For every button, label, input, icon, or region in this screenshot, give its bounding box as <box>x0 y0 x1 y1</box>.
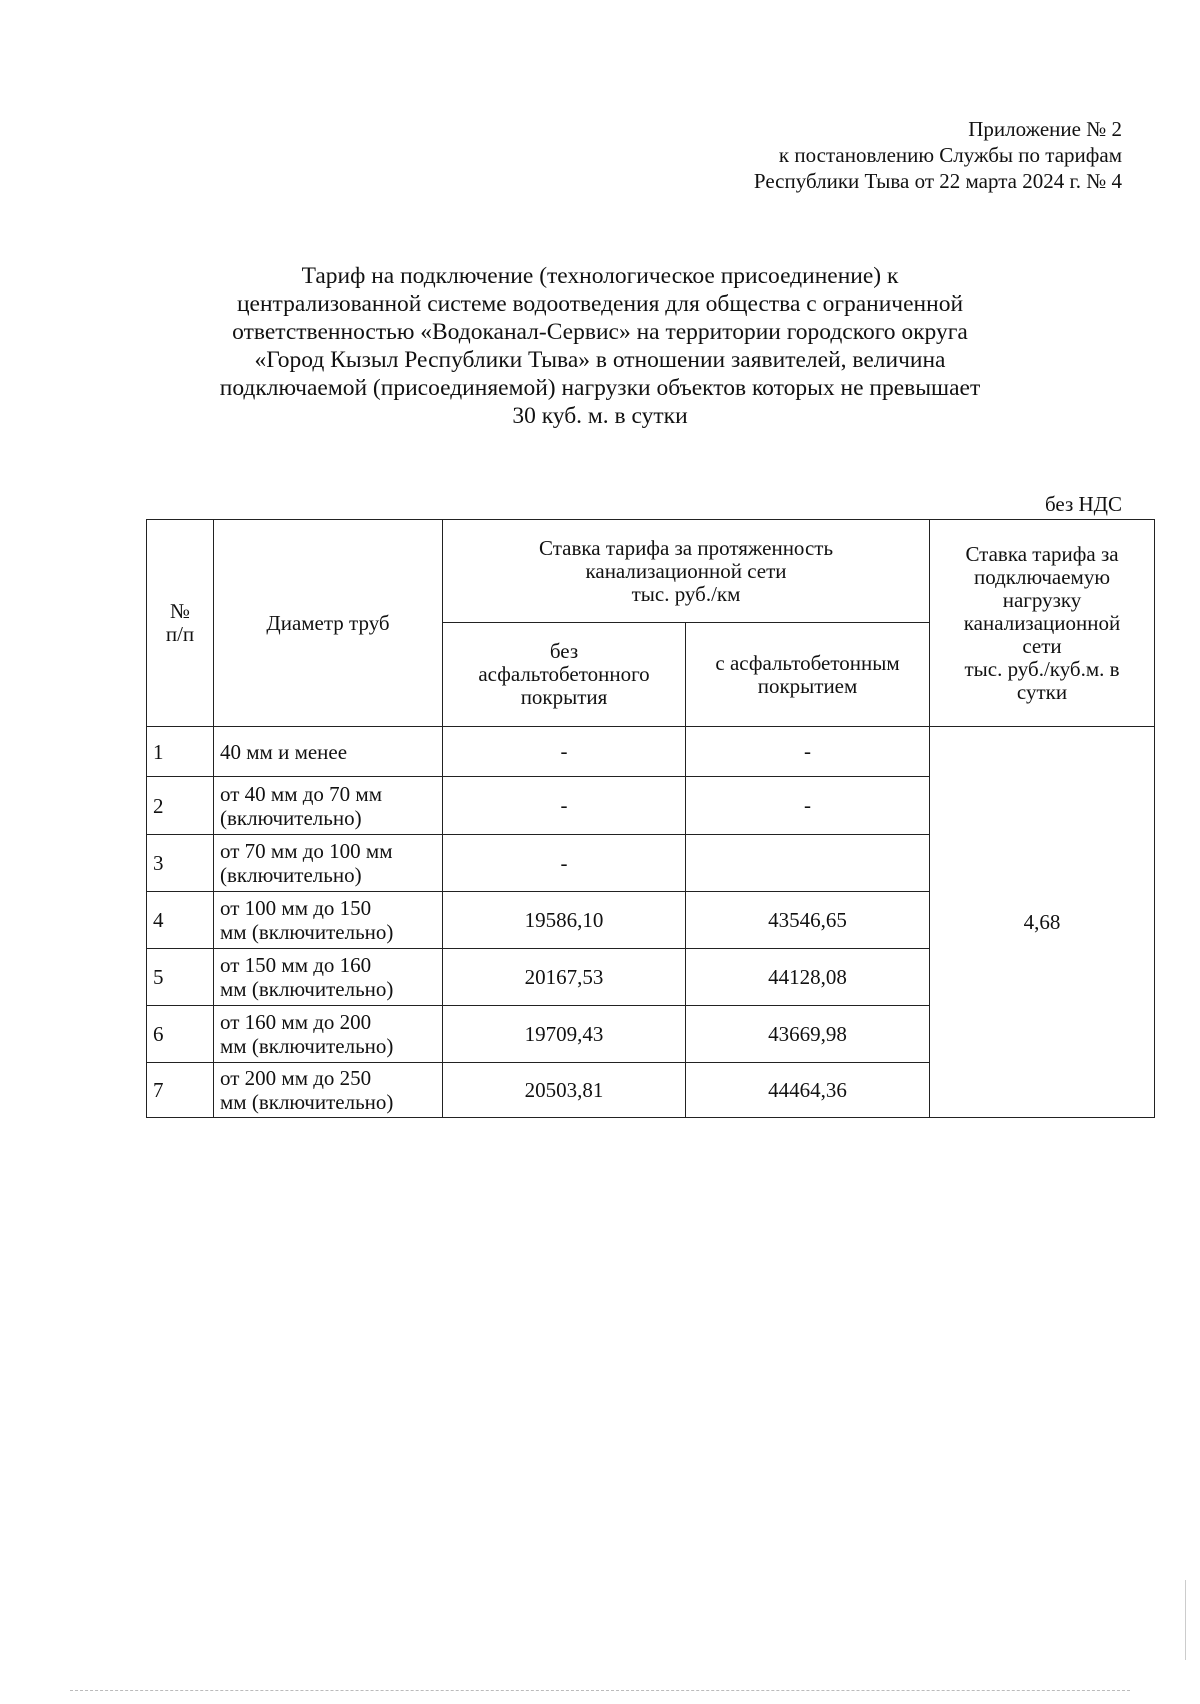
row-diameter: от 200 мм до 250 мм (включительно) <box>214 1063 443 1118</box>
row-no-asphalt: - <box>443 777 686 835</box>
row-with-asphalt: - <box>686 727 930 777</box>
table-row <box>147 727 1155 777</box>
title-line-2: централизованной системе водоотведения для общества с ограниченной <box>236 291 964 317</box>
header-with-asphalt: с асфальтобетонным покрытием <box>686 623 930 727</box>
title-line-5: подключаемой (присоединяемой) нагрузки объектов которых не превышает <box>219 375 981 401</box>
row-no-asphalt: 20503,81 <box>443 1063 686 1118</box>
header-diameter: Диаметр труб <box>214 520 443 727</box>
row-with-asphalt: 43546,65 <box>686 892 930 949</box>
annex-line-3: Республики Тыва от 22 марта 2024 г. № 4 <box>753 169 1122 193</box>
row-with-asphalt: 43669,98 <box>686 1006 930 1063</box>
annex-line-2: к постановлению Службы по тарифам <box>778 143 1122 167</box>
title-line-1: Тариф на подключение (технологическое присоединение) к <box>301 263 899 289</box>
row-num: 3 <box>147 835 214 892</box>
row-diameter: от 40 мм до 70 мм (включительно) <box>214 777 443 835</box>
row-no-asphalt: 19709,43 <box>443 1006 686 1063</box>
row-diameter: 40 мм и менее <box>214 727 443 777</box>
row-diameter: от 150 мм до 160 мм (включительно) <box>214 949 443 1006</box>
annex-line-1: Приложение № 2 <box>968 117 1122 141</box>
row-diameter: от 160 мм до 200 мм (включительно) <box>214 1006 443 1063</box>
document-title <box>150 262 1050 430</box>
annex-header <box>754 116 1122 194</box>
header-row-top <box>147 520 1155 623</box>
title-line-3: ответственностью «Водоканал-Сервис» на территории городского округа <box>232 319 968 345</box>
row-no-asphalt: - <box>443 835 686 892</box>
row-with-asphalt <box>686 835 930 892</box>
title-line-4: «Город Кызыл Республики Тыва» в отношении заявителей, величина <box>254 347 946 373</box>
row-with-asphalt: - <box>686 777 930 835</box>
tariff-table <box>146 519 1155 1118</box>
load-rate-value: 4,68 <box>930 727 1155 1118</box>
row-diameter: от 100 мм до 150 мм (включительно) <box>214 892 443 949</box>
row-no-asphalt: 20167,53 <box>443 949 686 1006</box>
vat-note: без НДС <box>1044 492 1122 516</box>
row-diameter: от 70 мм до 100 мм (включительно) <box>214 835 443 892</box>
row-with-asphalt: 44128,08 <box>686 949 930 1006</box>
row-num: 1 <box>147 727 214 777</box>
row-num: 2 <box>147 777 214 835</box>
row-num: 7 <box>147 1063 214 1118</box>
header-load-rate: Ставка тарифа за подключаемую нагрузку канализационной сети тыс. руб./куб.м. в сутки <box>930 520 1155 727</box>
title-line-6: 30 куб. м. в сутки <box>512 403 688 429</box>
row-num: 5 <box>147 949 214 1006</box>
row-with-asphalt: 44464,36 <box>686 1063 930 1118</box>
header-num: № п/п <box>147 520 214 727</box>
scan-edge-line <box>1185 1580 1186 1660</box>
header-length-rate: Ставка тарифа за протяженность канализационной сети тыс. руб./км <box>443 520 930 623</box>
row-no-asphalt: 19586,10 <box>443 892 686 949</box>
row-num: 6 <box>147 1006 214 1063</box>
row-num: 4 <box>147 892 214 949</box>
header-no-asphalt: без асфальтобетонного покрытия <box>443 623 686 727</box>
row-no-asphalt: - <box>443 727 686 777</box>
scan-artifact-line <box>70 1690 1130 1691</box>
